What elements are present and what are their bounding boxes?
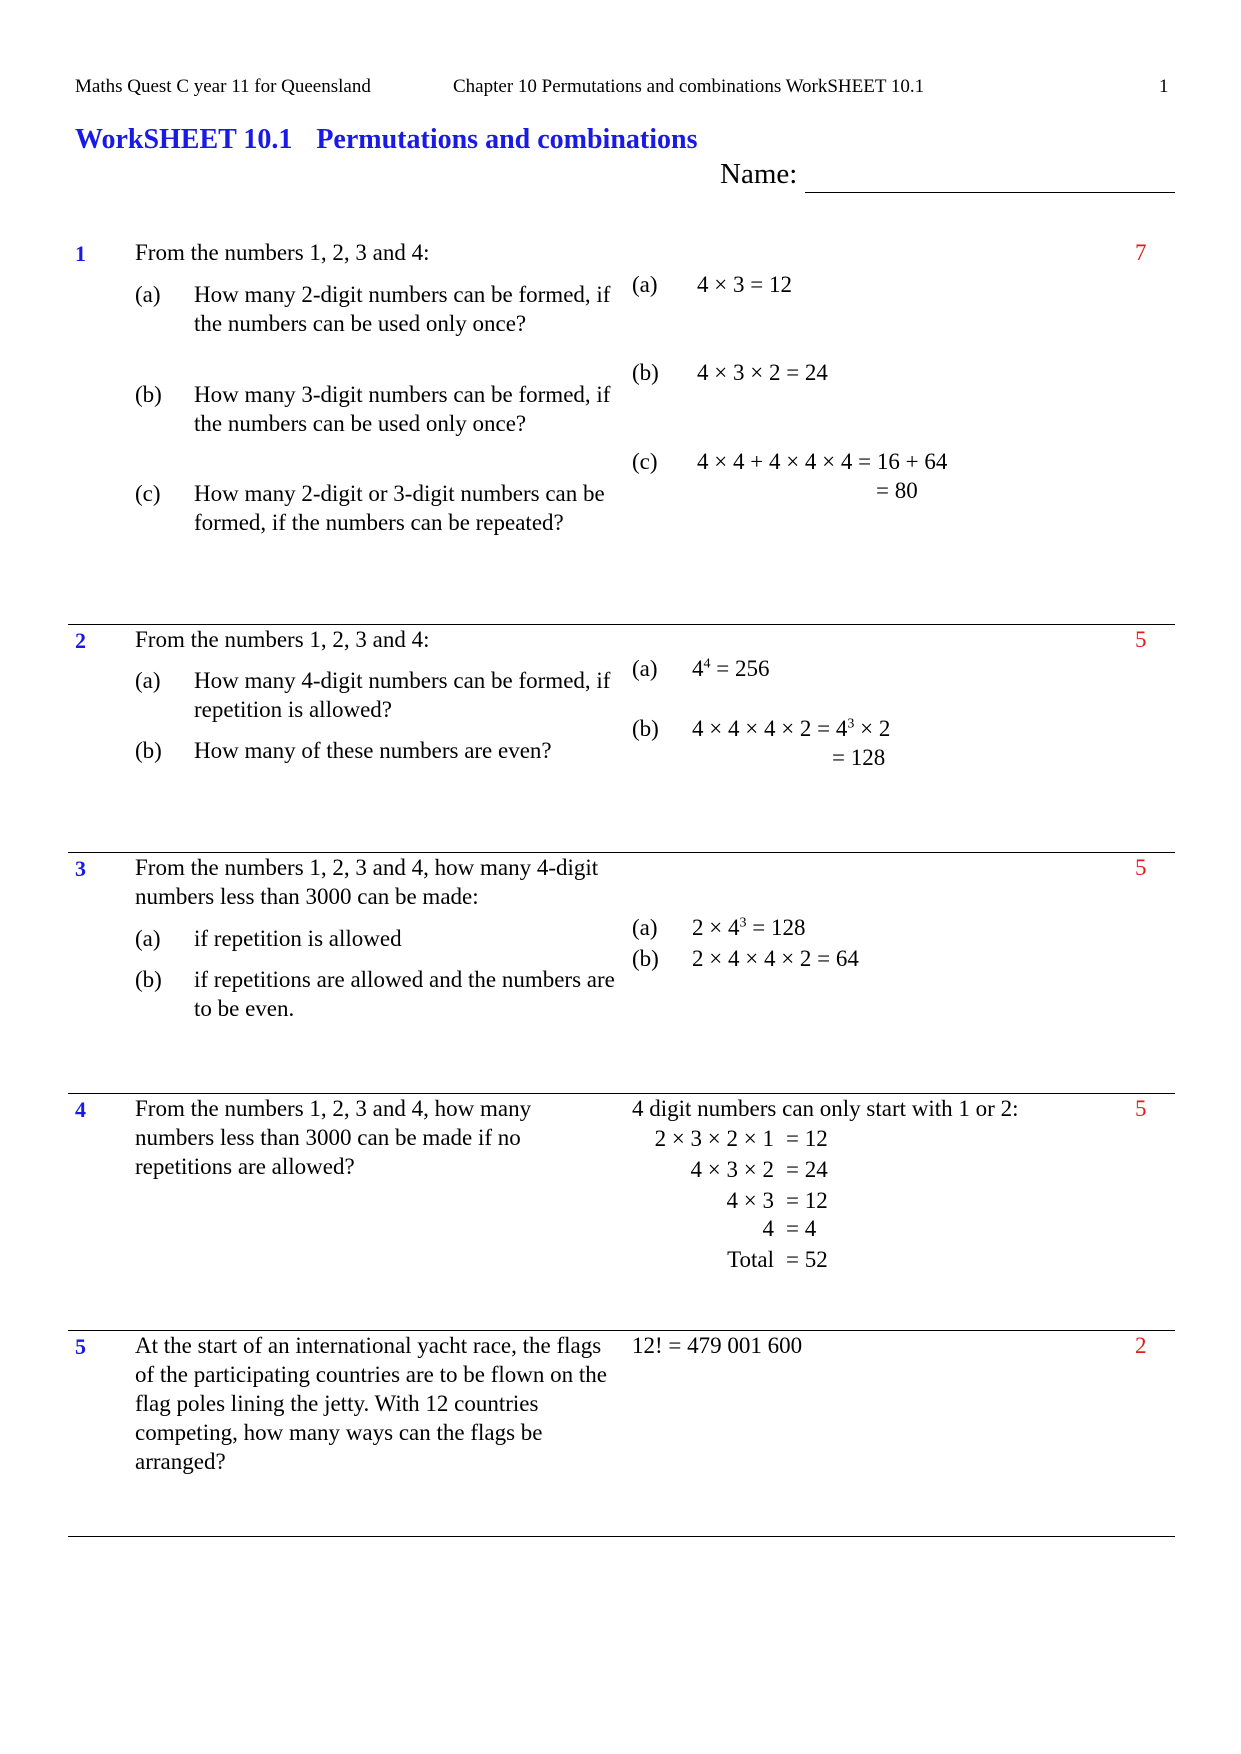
title-worksheet: WorkSHEET 10.1	[75, 124, 293, 155]
answer-4-row3-lhs: 4 × 3	[726, 1188, 774, 1213]
question-2-marks: 5	[1135, 627, 1147, 652]
question-1c-text: How many 2-digit or 3-digit numbers can be formed, if the numbers can be repeated?	[194, 481, 605, 535]
answer-5: 12! = 479 001 600	[632, 1333, 803, 1358]
question-1a-text: How many 2-digit numbers can be formed, if the numbers can be used only once?	[194, 282, 611, 336]
answer-4-row1-rhs: = 12	[786, 1126, 828, 1151]
answer-1c-line2: = 80	[876, 478, 918, 503]
name-label: Name:	[720, 158, 798, 190]
question-2-text: From the numbers 1, 2, 3 and 4:	[135, 627, 430, 652]
header-book-title: Maths Quest C year 11 for Queensland	[75, 76, 371, 97]
title-topic: Permutations and combinations	[316, 124, 698, 155]
question-1-number: 1	[75, 241, 86, 266]
answer-1b: 4 × 3 × 2 = 24	[697, 360, 828, 385]
question-3b-text: if repetitions are allowed and the numbers are to be even.	[194, 967, 615, 1021]
question-3-number: 3	[75, 856, 86, 881]
question-1-text: From the numbers 1, 2, 3 and 4:	[135, 240, 430, 265]
answer-4-row2-lhs: 4 × 3 × 2	[690, 1157, 774, 1182]
answer-4-total-label: Total	[727, 1247, 774, 1272]
answer-4-row1-lhs: 2 × 3 × 2 × 1	[654, 1126, 774, 1151]
question-1b-label: (b)	[135, 382, 162, 407]
answer-3a-label: (a)	[632, 915, 658, 940]
answer-1a-label: (a)	[632, 272, 658, 297]
question-3-text: From the numbers 1, 2, 3 and 4, how many 4-digit numbers less than 3000 can be made:	[135, 855, 599, 909]
question-2a-text: How many 4-digit numbers can be formed, if repetition is allowed?	[194, 668, 611, 722]
question-3a-text: if repetition is allowed	[194, 926, 402, 951]
question-2a-label: (a)	[135, 668, 161, 693]
question-4-text: From the numbers 1, 2, 3 and 4, how many numbers less than 3000 can be made if no repetitions are allowed?	[135, 1096, 532, 1179]
question-1c-label: (c)	[135, 481, 161, 506]
answer-1b-label: (b)	[632, 360, 659, 385]
header-page-number: 1	[1159, 76, 1169, 97]
page-title	[75, 124, 697, 156]
question-4-number: 4	[75, 1097, 86, 1122]
question-3b-label: (b)	[135, 967, 162, 992]
question-2-number: 2	[75, 628, 86, 653]
answer-4-row2-rhs: = 24	[786, 1157, 828, 1182]
answer-3a: $2 \times 4^3 = 128$	[692, 915, 806, 940]
answer-3b: 2 × 4 × 4 × 2 = 64	[692, 946, 859, 971]
question-5-number: 5	[75, 1334, 86, 1359]
question-5-text: At the start of an international yacht race, the flags of the participating countries are to be flown on the flag poles lining the jetty. With 12 countries competing, how many ways can the flags be arranged?	[135, 1333, 607, 1474]
answer-2a: $4^4 = 256$	[692, 656, 770, 681]
question-1-marks: 7	[1135, 240, 1147, 265]
question-2b-text: How many of these numbers are even?	[194, 738, 552, 763]
answer-2b-label: (b)	[632, 716, 659, 741]
answer-4-intro: 4 digit numbers can only start with 1 or 2:	[632, 1096, 1019, 1121]
header-chapter: Chapter 10 Permutations and combinations WorkSHEET 10.1	[453, 76, 925, 97]
answer-1c-label: (c)	[632, 449, 658, 474]
answer-4-total-value: = 52	[786, 1247, 828, 1272]
answer-3b-label: (b)	[632, 946, 659, 971]
answer-2a-label: (a)	[632, 656, 658, 681]
question-1b-text: How many 3-digit numbers can be formed, if the numbers can be used only once?	[194, 382, 611, 436]
answer-4-row3-rhs: = 12	[786, 1188, 828, 1213]
question-5-marks: 2	[1135, 1333, 1147, 1358]
question-2b-label: (b)	[135, 738, 162, 763]
question-3-marks: 5	[1135, 855, 1147, 880]
answer-4-row4-rhs: = 4	[786, 1216, 817, 1241]
question-4-marks: 5	[1135, 1096, 1147, 1121]
answer-1c-line1: 4 × 4 + 4 × 4 × 4 = 16 + 64	[697, 449, 948, 474]
question-1a-label: (a)	[135, 282, 161, 307]
divider-5	[68, 1536, 1175, 1537]
answer-2b-line2: = 128	[832, 745, 886, 770]
answer-1a: 4 × 3 = 12	[697, 272, 792, 297]
question-3a-label: (a)	[135, 926, 161, 951]
answer-4-row4-lhs: 4	[762, 1216, 774, 1241]
answer-2b-line1: $4 \times 4 \times 4 \times 2 = 4^3 \times 2$	[692, 716, 891, 741]
name-field-line[interactable]	[805, 192, 1175, 193]
